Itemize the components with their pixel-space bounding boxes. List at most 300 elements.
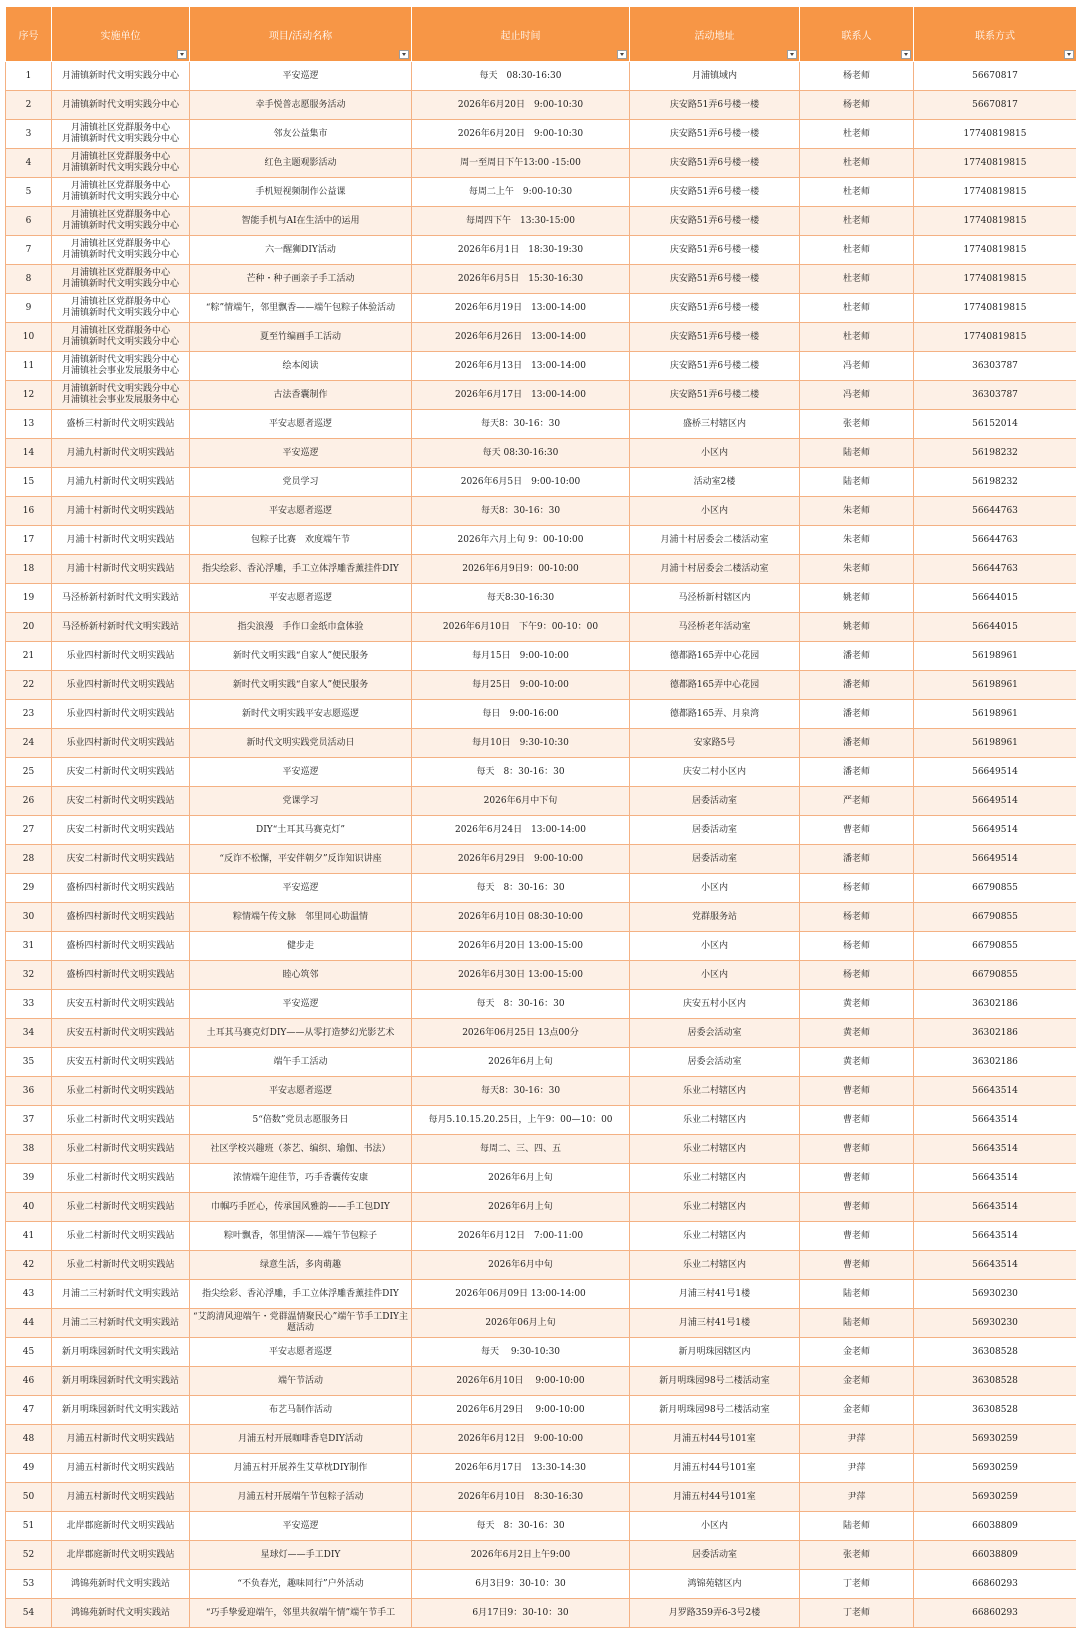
cell-activity[interactable]: 巾帼巧手匠心，传承国风雅韵——手工包DIY (190, 1193, 412, 1222)
cell-unit[interactable]: 月浦镇新时代文明实践分中心 (52, 62, 190, 91)
cell-index[interactable]: 53 (6, 1570, 52, 1599)
cell-activity[interactable]: 5“倍数”党员志愿服务日 (190, 1106, 412, 1135)
cell-time[interactable]: 每月5.10.15.20.25日，上午9：00—10：00 (412, 1106, 630, 1135)
cell-unit[interactable]: 北岸郡庭新时代文明实践站 (52, 1512, 190, 1541)
cell-unit[interactable]: 月浦镇社区党群服务中心 月浦镇新时代文明实践分中心 (52, 120, 190, 149)
cell-unit[interactable]: 鸿锦苑新时代文明实践站 (52, 1570, 190, 1599)
cell-unit[interactable]: 盛桥三村新时代文明实践站 (52, 410, 190, 439)
cell-address[interactable]: 小区内 (630, 439, 800, 468)
cell-address[interactable]: 月浦五村44号101室 (630, 1425, 800, 1454)
cell-phone[interactable]: 56670817 (914, 91, 1077, 120)
cell-activity[interactable]: 六一醒狮DIY活动 (190, 236, 412, 265)
cell-index[interactable]: 7 (6, 236, 52, 265)
cell-address[interactable]: 小区内 (630, 961, 800, 990)
cell-phone[interactable]: 56152014 (914, 410, 1077, 439)
cell-index[interactable]: 44 (6, 1309, 52, 1338)
cell-contact[interactable]: 杜老师 (800, 323, 914, 352)
filter-dropdown-icon[interactable] (177, 50, 187, 59)
cell-time[interactable]: 每月25日 9:00-10:00 (412, 671, 630, 700)
cell-activity[interactable]: 邻友公益集市 (190, 120, 412, 149)
cell-index[interactable]: 28 (6, 845, 52, 874)
cell-activity[interactable]: 平安志愿者巡逻 (190, 1077, 412, 1106)
cell-contact[interactable]: 黄老师 (800, 1048, 914, 1077)
cell-unit[interactable]: 月浦五村新时代文明实践站 (52, 1425, 190, 1454)
cell-address[interactable]: 月浦十村居委会二楼活动室 (630, 555, 800, 584)
cell-activity[interactable]: 土耳其马赛克灯DIY——从零打造梦幻光影艺术 (190, 1019, 412, 1048)
cell-activity[interactable]: 包粽子比赛 欢度端午节 (190, 526, 412, 555)
cell-time[interactable]: 每周二、三、四、五 (412, 1135, 630, 1164)
cell-unit[interactable]: 月浦十村新时代文明实践站 (52, 555, 190, 584)
cell-phone[interactable]: 56198961 (914, 671, 1077, 700)
cell-contact[interactable]: 金老师 (800, 1367, 914, 1396)
cell-activity[interactable]: 平安巡逻 (190, 758, 412, 787)
cell-time[interactable]: 每月15日 9:00-10:00 (412, 642, 630, 671)
cell-index[interactable]: 15 (6, 468, 52, 497)
cell-contact[interactable]: 姚老师 (800, 584, 914, 613)
cell-time[interactable]: 每天8:30-16:30 (412, 584, 630, 613)
cell-activity[interactable]: 粽情端午传文脉 邻里同心助温情 (190, 903, 412, 932)
cell-address[interactable]: 乐业二村辖区内 (630, 1135, 800, 1164)
cell-time[interactable]: 每天 08:30-16:30 (412, 62, 630, 91)
cell-address[interactable]: 庆安路51弄6号楼一楼 (630, 120, 800, 149)
cell-time[interactable]: 2026年6月中下旬 (412, 787, 630, 816)
cell-phone[interactable]: 36308528 (914, 1396, 1077, 1425)
cell-address[interactable]: 乐业二村辖区内 (630, 1251, 800, 1280)
cell-unit[interactable]: 月浦镇社区党群服务中心 月浦镇新时代文明实践分中心 (52, 323, 190, 352)
cell-time[interactable]: 每天8：30-16：30 (412, 497, 630, 526)
cell-unit[interactable]: 盛桥四村新时代文明实践站 (52, 903, 190, 932)
cell-time[interactable]: 2026年6月10日 08:30-10:00 (412, 903, 630, 932)
cell-unit[interactable]: 庆安五村新时代文明实践站 (52, 990, 190, 1019)
cell-unit[interactable]: 乐业四村新时代文明实践站 (52, 729, 190, 758)
cell-time[interactable]: 2026年6月29日 9:00-10:00 (412, 1396, 630, 1425)
cell-time[interactable]: 2026年6月20日 13:00-15:00 (412, 932, 630, 961)
cell-phone[interactable]: 56644015 (914, 584, 1077, 613)
cell-activity[interactable]: “艾韵清风迎端午・党群温情聚民心”端午节手工DIY主题活动 (190, 1309, 412, 1338)
cell-contact[interactable]: 杜老师 (800, 294, 914, 323)
cell-time[interactable]: 每天8：30-16：30 (412, 1077, 630, 1106)
cell-address[interactable]: 庆安路51弄6号楼一楼 (630, 207, 800, 236)
cell-unit[interactable]: 乐业二村新时代文明实践站 (52, 1135, 190, 1164)
cell-activity[interactable]: 指尖浪漫 手作口金纸巾盒体验 (190, 613, 412, 642)
cell-unit[interactable]: 乐业二村新时代文明实践站 (52, 1077, 190, 1106)
cell-unit[interactable]: 月浦镇社区党群服务中心 月浦镇新时代文明实践分中心 (52, 294, 190, 323)
cell-index[interactable]: 17 (6, 526, 52, 555)
cell-address[interactable]: 庆安路51弄6号楼一楼 (630, 323, 800, 352)
cell-contact[interactable]: 杜老师 (800, 236, 914, 265)
cell-activity[interactable]: 健步走 (190, 932, 412, 961)
cell-address[interactable]: 居委活动室 (630, 816, 800, 845)
cell-address[interactable]: 小区内 (630, 497, 800, 526)
cell-phone[interactable]: 56930259 (914, 1454, 1077, 1483)
cell-address[interactable]: 月浦十村居委会二楼活动室 (630, 526, 800, 555)
cell-phone[interactable]: 66790855 (914, 874, 1077, 903)
cell-contact[interactable]: 丁老师 (800, 1570, 914, 1599)
cell-index[interactable]: 16 (6, 497, 52, 526)
cell-unit[interactable]: 庆安五村新时代文明实践站 (52, 1019, 190, 1048)
cell-time[interactable]: 2026年6月17日 13:00-14:00 (412, 381, 630, 410)
cell-activity[interactable]: 芒种・种子画亲子手工活动 (190, 265, 412, 294)
cell-activity[interactable]: 平安志愿者巡逻 (190, 410, 412, 439)
cell-phone[interactable]: 56644763 (914, 526, 1077, 555)
cell-unit[interactable]: 庆安二村新时代文明实践站 (52, 816, 190, 845)
cell-phone[interactable]: 66790855 (914, 961, 1077, 990)
cell-time[interactable]: 2026年6月20日 9:00-10:30 (412, 120, 630, 149)
cell-unit[interactable]: 月浦镇社区党群服务中心 月浦镇新时代文明实践分中心 (52, 149, 190, 178)
cell-activity[interactable]: 平安巡逻 (190, 990, 412, 1019)
cell-contact[interactable]: 张老师 (800, 410, 914, 439)
cell-address[interactable]: 居委会活动室 (630, 1048, 800, 1077)
cell-phone[interactable]: 17740819815 (914, 178, 1077, 207)
cell-phone[interactable]: 66038809 (914, 1512, 1077, 1541)
cell-time[interactable]: 2026年6月20日 9:00-10:30 (412, 91, 630, 120)
cell-phone[interactable]: 17740819815 (914, 149, 1077, 178)
cell-index[interactable]: 31 (6, 932, 52, 961)
cell-index[interactable]: 11 (6, 352, 52, 381)
cell-phone[interactable]: 36302186 (914, 1048, 1077, 1077)
cell-activity[interactable]: 社区学校兴趣班（茶艺、编织、瑜伽、书法） (190, 1135, 412, 1164)
cell-address[interactable]: 乐业二村辖区内 (630, 1193, 800, 1222)
cell-phone[interactable]: 56198232 (914, 439, 1077, 468)
cell-index[interactable]: 33 (6, 990, 52, 1019)
cell-phone[interactable]: 56198232 (914, 468, 1077, 497)
cell-index[interactable]: 54 (6, 1599, 52, 1628)
cell-phone[interactable]: 56930259 (914, 1425, 1077, 1454)
cell-contact[interactable]: 陆老师 (800, 468, 914, 497)
cell-activity[interactable]: 平安巡逻 (190, 1512, 412, 1541)
cell-contact[interactable]: 杨老师 (800, 62, 914, 91)
cell-index[interactable]: 22 (6, 671, 52, 700)
cell-index[interactable]: 35 (6, 1048, 52, 1077)
cell-index[interactable]: 1 (6, 62, 52, 91)
cell-index[interactable]: 13 (6, 410, 52, 439)
cell-unit[interactable]: 乐业二村新时代文明实践站 (52, 1251, 190, 1280)
cell-address[interactable]: 马泾桥新村辖区内 (630, 584, 800, 613)
cell-address[interactable]: 庆安路51弄6号楼一楼 (630, 265, 800, 294)
cell-contact[interactable]: 潘老师 (800, 758, 914, 787)
cell-time[interactable]: 2026年6月5日 15:30-16:30 (412, 265, 630, 294)
cell-activity[interactable]: 新时代文明实践党员活动日 (190, 729, 412, 758)
filter-dropdown-icon[interactable] (617, 50, 627, 59)
cell-unit[interactable]: 月浦九村新时代文明实践站 (52, 439, 190, 468)
cell-time[interactable]: 2026年6月上旬 (412, 1164, 630, 1193)
cell-index[interactable]: 41 (6, 1222, 52, 1251)
cell-address[interactable]: 月浦三村41号1楼 (630, 1280, 800, 1309)
cell-activity[interactable]: 新时代文明实践“自家人”便民服务 (190, 671, 412, 700)
cell-activity[interactable]: 幸手悦普志愿服务活动 (190, 91, 412, 120)
cell-contact[interactable]: 陆老师 (800, 439, 914, 468)
cell-index[interactable]: 19 (6, 584, 52, 613)
cell-contact[interactable]: 杨老师 (800, 874, 914, 903)
cell-contact[interactable]: 曹老师 (800, 1222, 914, 1251)
cell-phone[interactable]: 36303787 (914, 352, 1077, 381)
cell-phone[interactable]: 56643514 (914, 1251, 1077, 1280)
cell-address[interactable]: 马泾桥老年活动室 (630, 613, 800, 642)
cell-activity[interactable]: 党员学习 (190, 468, 412, 497)
cell-unit[interactable]: 庆安二村新时代文明实践站 (52, 845, 190, 874)
cell-unit[interactable]: 月浦镇新时代文明实践分中心 月浦镇社会事业发展服务中心 (52, 352, 190, 381)
cell-activity[interactable]: 月浦五村开展端午节包粽子活动 (190, 1483, 412, 1512)
cell-time[interactable]: 每周二上午 9:00-10:30 (412, 178, 630, 207)
cell-index[interactable]: 48 (6, 1425, 52, 1454)
cell-address[interactable]: 居委活动室 (630, 787, 800, 816)
cell-index[interactable]: 40 (6, 1193, 52, 1222)
cell-address[interactable]: 庆安路51弄6号楼一楼 (630, 178, 800, 207)
cell-unit[interactable]: 月浦二三村新时代文明实践站 (52, 1280, 190, 1309)
cell-address[interactable]: 庆安路51弄6号楼一楼 (630, 236, 800, 265)
cell-address[interactable]: 月浦三村41号1楼 (630, 1309, 800, 1338)
cell-address[interactable]: 庆安五村小区内 (630, 990, 800, 1019)
cell-phone[interactable]: 56649514 (914, 845, 1077, 874)
cell-address[interactable]: 活动室2楼 (630, 468, 800, 497)
cell-phone[interactable]: 56670817 (914, 62, 1077, 91)
cell-unit[interactable]: 乐业二村新时代文明实践站 (52, 1106, 190, 1135)
cell-unit[interactable]: 月浦镇社区党群服务中心 月浦镇新时代文明实践分中心 (52, 207, 190, 236)
cell-address[interactable]: 党群服务站 (630, 903, 800, 932)
cell-phone[interactable]: 17740819815 (914, 207, 1077, 236)
cell-unit[interactable]: 乐业二村新时代文明实践站 (52, 1222, 190, 1251)
cell-contact[interactable]: 潘老师 (800, 700, 914, 729)
cell-activity[interactable]: 绘本阅读 (190, 352, 412, 381)
cell-index[interactable]: 39 (6, 1164, 52, 1193)
cell-contact[interactable]: 杜老师 (800, 149, 914, 178)
cell-phone[interactable]: 17740819815 (914, 265, 1077, 294)
cell-time[interactable]: 2026年6月上旬 (412, 1193, 630, 1222)
cell-index[interactable]: 27 (6, 816, 52, 845)
cell-index[interactable]: 2 (6, 91, 52, 120)
cell-address[interactable]: 庆安路51弄6号楼一楼 (630, 149, 800, 178)
cell-address[interactable]: 小区内 (630, 874, 800, 903)
cell-contact[interactable]: 杨老师 (800, 932, 914, 961)
cell-time[interactable]: 2026年6月13日 13:00-14:00 (412, 352, 630, 381)
cell-contact[interactable]: 曹老师 (800, 1106, 914, 1135)
cell-unit[interactable]: 乐业二村新时代文明实践站 (52, 1164, 190, 1193)
cell-address[interactable]: 庆安路51弄6号楼二楼 (630, 381, 800, 410)
cell-time[interactable]: 6月3日9：30-10：30 (412, 1570, 630, 1599)
cell-contact[interactable]: 曹老师 (800, 1164, 914, 1193)
cell-time[interactable]: 2026年6月10日 8:30-16:30 (412, 1483, 630, 1512)
cell-index[interactable]: 45 (6, 1338, 52, 1367)
cell-unit[interactable]: 马泾桥新村新时代文明实践站 (52, 613, 190, 642)
cell-activity[interactable]: 平安巡逻 (190, 62, 412, 91)
cell-activity[interactable]: 睦心筑邻 (190, 961, 412, 990)
cell-contact[interactable]: 朱老师 (800, 526, 914, 555)
cell-unit[interactable]: 月浦五村新时代文明实践站 (52, 1454, 190, 1483)
cell-activity[interactable]: 手机短视频制作公益课 (190, 178, 412, 207)
cell-activity[interactable]: 党课学习 (190, 787, 412, 816)
cell-address[interactable]: 居委活动室 (630, 845, 800, 874)
cell-unit[interactable]: 盛桥四村新时代文明实践站 (52, 932, 190, 961)
cell-index[interactable]: 34 (6, 1019, 52, 1048)
cell-time[interactable]: 每月10日 9:30-10:30 (412, 729, 630, 758)
cell-address[interactable]: 小区内 (630, 1512, 800, 1541)
cell-index[interactable]: 36 (6, 1077, 52, 1106)
cell-unit[interactable]: 庆安二村新时代文明实践站 (52, 787, 190, 816)
cell-activity[interactable]: 平安志愿者巡逻 (190, 584, 412, 613)
cell-contact[interactable]: 金老师 (800, 1338, 914, 1367)
cell-activity[interactable]: “不负春光，趣味同行”户外活动 (190, 1570, 412, 1599)
cell-time[interactable]: 2026年6月29日 9:00-10:00 (412, 845, 630, 874)
cell-index[interactable]: 9 (6, 294, 52, 323)
cell-contact[interactable]: 朱老师 (800, 497, 914, 526)
cell-contact[interactable]: 杜老师 (800, 265, 914, 294)
cell-phone[interactable]: 17740819815 (914, 120, 1077, 149)
cell-time[interactable]: 2026年6月19日 13:00-14:00 (412, 294, 630, 323)
cell-phone[interactable]: 36302186 (914, 990, 1077, 1019)
cell-contact[interactable]: 潘老师 (800, 729, 914, 758)
cell-index[interactable]: 30 (6, 903, 52, 932)
cell-contact[interactable]: 丁老师 (800, 1599, 914, 1628)
cell-time[interactable]: 2026年6月26日 13:00-14:00 (412, 323, 630, 352)
cell-activity[interactable]: 新时代文明实践平安志愿巡逻 (190, 700, 412, 729)
cell-contact[interactable]: 曹老师 (800, 1135, 914, 1164)
cell-phone[interactable]: 56644015 (914, 613, 1077, 642)
cell-time[interactable]: 每天 9:30-10:30 (412, 1338, 630, 1367)
cell-phone[interactable]: 66860293 (914, 1599, 1077, 1628)
cell-unit[interactable]: 月浦二三村新时代文明实践站 (52, 1309, 190, 1338)
cell-contact[interactable]: 姚老师 (800, 613, 914, 642)
cell-time[interactable]: 每天8：30-16：30 (412, 410, 630, 439)
cell-index[interactable]: 10 (6, 323, 52, 352)
cell-address[interactable]: 月浦镇域内 (630, 62, 800, 91)
cell-index[interactable]: 38 (6, 1135, 52, 1164)
cell-time[interactable]: 周一至周日下午13:00 -15:00 (412, 149, 630, 178)
cell-index[interactable]: 46 (6, 1367, 52, 1396)
cell-phone[interactable]: 56643514 (914, 1135, 1077, 1164)
cell-phone[interactable]: 56198961 (914, 729, 1077, 758)
cell-time[interactable]: 2026年6月10日 9:00-10:00 (412, 1367, 630, 1396)
cell-activity[interactable]: 粽叶飘香，邻里情深——端午节包粽子 (190, 1222, 412, 1251)
cell-contact[interactable]: 严老师 (800, 787, 914, 816)
cell-address[interactable]: 庆安路51弄6号楼一楼 (630, 91, 800, 120)
cell-index[interactable]: 43 (6, 1280, 52, 1309)
cell-time[interactable]: 2026年6月12日 7:00-11:00 (412, 1222, 630, 1251)
filter-dropdown-icon[interactable] (787, 50, 797, 59)
cell-time[interactable]: 6月17日9：30-10：30 (412, 1599, 630, 1628)
cell-unit[interactable]: 鸿锦苑新时代文明实践站 (52, 1599, 190, 1628)
cell-activity[interactable]: 星球灯——手工DIY (190, 1541, 412, 1570)
cell-activity[interactable]: 夏至竹编画手工活动 (190, 323, 412, 352)
cell-contact[interactable]: 杨老师 (800, 903, 914, 932)
cell-unit[interactable]: 新月明珠园新时代文明实践站 (52, 1367, 190, 1396)
cell-unit[interactable]: 乐业二村新时代文明实践站 (52, 1193, 190, 1222)
cell-activity[interactable]: 月浦五村开展养生艾草枕DIY制作 (190, 1454, 412, 1483)
cell-unit[interactable]: 盛桥四村新时代文明实践站 (52, 874, 190, 903)
cell-index[interactable]: 51 (6, 1512, 52, 1541)
cell-phone[interactable]: 17740819815 (914, 236, 1077, 265)
cell-index[interactable]: 12 (6, 381, 52, 410)
cell-contact[interactable]: 金老师 (800, 1396, 914, 1425)
cell-time[interactable]: 每天 8：30-16：30 (412, 1512, 630, 1541)
cell-phone[interactable]: 36308528 (914, 1338, 1077, 1367)
cell-index[interactable]: 14 (6, 439, 52, 468)
cell-address[interactable]: 新月明珠园98号二楼活动室 (630, 1396, 800, 1425)
cell-activity[interactable]: 指尖绘彩、香沁浮雕，手工立体浮雕香薰挂件DIY (190, 1280, 412, 1309)
cell-address[interactable]: 居委会活动室 (630, 1019, 800, 1048)
cell-index[interactable]: 29 (6, 874, 52, 903)
cell-index[interactable]: 20 (6, 613, 52, 642)
cell-activity[interactable]: 指尖绘彩、香沁浮雕，手工立体浮雕香薰挂件DIY (190, 555, 412, 584)
cell-phone[interactable]: 56649514 (914, 758, 1077, 787)
cell-contact[interactable]: 杨老师 (800, 91, 914, 120)
cell-unit[interactable]: 新月明珠园新时代文明实践站 (52, 1338, 190, 1367)
cell-contact[interactable]: 尹萍 (800, 1483, 914, 1512)
filter-dropdown-icon[interactable] (399, 50, 409, 59)
cell-address[interactable]: 鸿锦苑辖区内 (630, 1570, 800, 1599)
cell-unit[interactable]: 乐业四村新时代文明实践站 (52, 642, 190, 671)
cell-time[interactable]: 每天 8：30-16：30 (412, 874, 630, 903)
cell-time[interactable]: 2026年6月9日9：00-10:00 (412, 555, 630, 584)
cell-address[interactable]: 盛桥三村辖区内 (630, 410, 800, 439)
cell-contact[interactable]: 潘老师 (800, 642, 914, 671)
cell-phone[interactable]: 36302186 (914, 1019, 1077, 1048)
cell-phone[interactable]: 56643514 (914, 1077, 1077, 1106)
cell-activity[interactable]: 平安志愿者巡逻 (190, 1338, 412, 1367)
cell-phone[interactable]: 56930259 (914, 1483, 1077, 1512)
cell-address[interactable]: 乐业二村辖区内 (630, 1222, 800, 1251)
cell-address[interactable]: 庆安二村小区内 (630, 758, 800, 787)
cell-address[interactable]: 月罗路359弄6-3号2楼 (630, 1599, 800, 1628)
cell-activity[interactable]: 布艺马制作活动 (190, 1396, 412, 1425)
cell-activity[interactable]: 古法香囊制作 (190, 381, 412, 410)
cell-phone[interactable]: 17740819815 (914, 323, 1077, 352)
cell-index[interactable]: 5 (6, 178, 52, 207)
cell-contact[interactable]: 潘老师 (800, 671, 914, 700)
cell-unit[interactable]: 月浦镇社区党群服务中心 月浦镇新时代文明实践分中心 (52, 178, 190, 207)
cell-address[interactable]: 小区内 (630, 932, 800, 961)
cell-activity[interactable]: 端午手工活动 (190, 1048, 412, 1077)
cell-time[interactable]: 每天 8：30-16：30 (412, 990, 630, 1019)
cell-time[interactable]: 2026年6月24日 13:00-14:00 (412, 816, 630, 845)
cell-unit[interactable]: 月浦镇社区党群服务中心 月浦镇新时代文明实践分中心 (52, 236, 190, 265)
cell-index[interactable]: 37 (6, 1106, 52, 1135)
cell-activity[interactable]: 端午节活动 (190, 1367, 412, 1396)
cell-index[interactable]: 18 (6, 555, 52, 584)
cell-time[interactable]: 每周四下午 13:30-15:00 (412, 207, 630, 236)
cell-contact[interactable]: 黄老师 (800, 1019, 914, 1048)
cell-time[interactable]: 2026年6月30日 13:00-15:00 (412, 961, 630, 990)
cell-index[interactable]: 6 (6, 207, 52, 236)
cell-time[interactable]: 2026年6月1日 18:30-19:30 (412, 236, 630, 265)
cell-time[interactable]: 每日 9:00-16:00 (412, 700, 630, 729)
cell-address[interactable]: 乐业二村辖区内 (630, 1077, 800, 1106)
cell-activity[interactable]: 绿意生活，多肉萌趣 (190, 1251, 412, 1280)
cell-phone[interactable]: 66860293 (914, 1570, 1077, 1599)
cell-activity[interactable]: 平安巡逻 (190, 874, 412, 903)
cell-contact[interactable]: 张老师 (800, 1541, 914, 1570)
cell-contact[interactable]: 曹老师 (800, 1193, 914, 1222)
cell-phone[interactable]: 56930230 (914, 1280, 1077, 1309)
cell-activity[interactable]: DIY“土耳其马赛克灯” (190, 816, 412, 845)
cell-contact[interactable]: 陆老师 (800, 1512, 914, 1541)
cell-activity[interactable]: 浓情端午迎佳节，巧手香囊传安康 (190, 1164, 412, 1193)
cell-index[interactable]: 50 (6, 1483, 52, 1512)
cell-index[interactable]: 24 (6, 729, 52, 758)
cell-unit[interactable]: 新月明珠园新时代文明实践站 (52, 1396, 190, 1425)
cell-activity[interactable]: 平安巡逻 (190, 439, 412, 468)
cell-index[interactable]: 49 (6, 1454, 52, 1483)
cell-address[interactable]: 新月明珠园98号二楼活动室 (630, 1367, 800, 1396)
cell-time[interactable]: 2026年06月09日 13:00-14:00 (412, 1280, 630, 1309)
cell-activity[interactable]: 月浦五村开展咖啡香皂DIY活动 (190, 1425, 412, 1454)
cell-address[interactable]: 乐业二村辖区内 (630, 1164, 800, 1193)
cell-contact[interactable]: 尹萍 (800, 1425, 914, 1454)
cell-address[interactable]: 月浦五村44号101室 (630, 1483, 800, 1512)
cell-time[interactable]: 2026年6月中旬 (412, 1251, 630, 1280)
cell-time[interactable]: 2026年6月17日 13:30-14:30 (412, 1454, 630, 1483)
cell-address[interactable]: 德都路165弄中心花园 (630, 642, 800, 671)
cell-address[interactable]: 庆安路51弄6号楼一楼 (630, 294, 800, 323)
